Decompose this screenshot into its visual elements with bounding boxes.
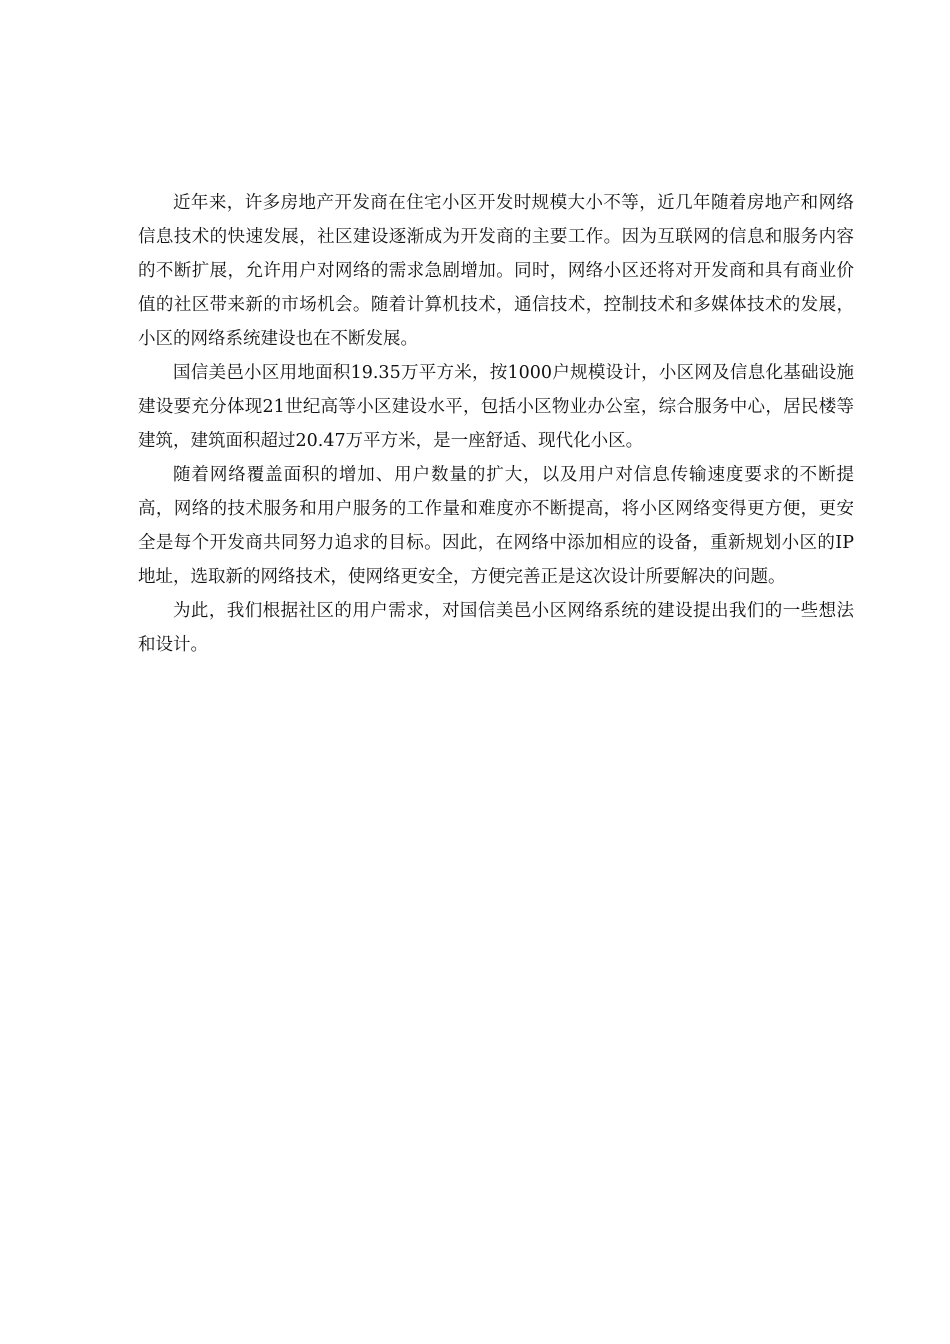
- paragraph-site-overview: 国信美邑小区用地面积19.35万平方米，按1000户规模设计，小区网及信息化基础设施建设要充分体现21世纪高等小区建设水平，包括小区物业办公室，综合服务中心，居民楼等建筑，建筑面积超过20.47万平方米，是一座舒适、现代化小区。: [138, 363, 854, 451]
- paragraph-network-goals: 随着网络覆盖面积的增加、用户数量的扩大，以及用户对信息传输速度要求的不断提高，网络的技术服务和用户服务的工作量和难度亦不断提高，将小区网络变得更方便，更安全是每个开发商共同努力追求的目标。因此，在网络中添加相应的设备，重新规划小区的IP地址，选取新的网络技术，使网络更安全，方便完善正是这次设计所要解决的问题。: [138, 465, 854, 587]
- document-body: [138, 186, 854, 662]
- paragraph-intro: 近年来，许多房地产开发商在住宅小区开发时规模大小不等，近几年随着房地产和网络信息技术的快速发展，社区建设逐渐成为开发商的主要工作。因为互联网的信息和服务内容的不断扩展，允许用户对网络的需求急剧增加。同时，网络小区还将对开发商和具有商业价值的社区带来新的市场机会。随着计算机技术，通信技术，控制技术和多媒体技术的发展，小区的网络系统建设也在不断发展。: [138, 193, 854, 349]
- paragraph-conclusion: 为此，我们根据社区的用户需求，对国信美邑小区网络系统的建设提出我们的一些想法和设计。: [138, 601, 854, 655]
